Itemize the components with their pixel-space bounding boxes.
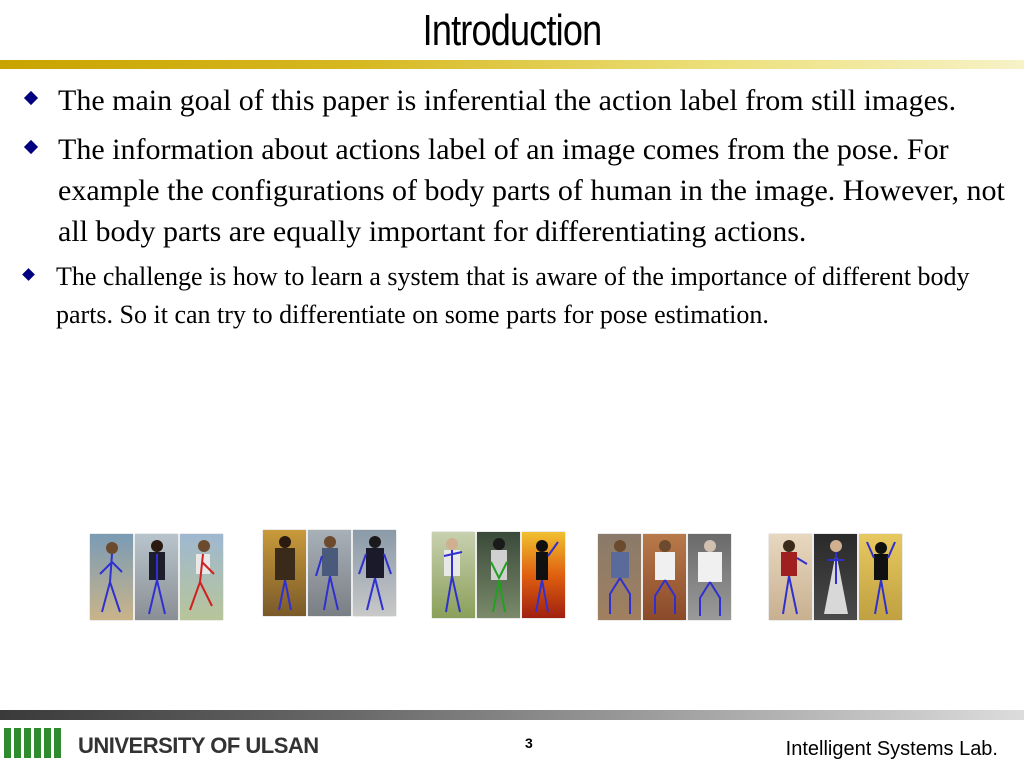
image-group-golf: [432, 532, 565, 618]
lab-name: Intelligent Systems Lab.: [785, 738, 998, 760]
pose-image: [688, 534, 731, 620]
image-group-sitting: [598, 534, 731, 620]
pose-image: [353, 530, 396, 616]
pose-image: [598, 534, 641, 620]
pose-image: [180, 534, 223, 620]
pose-image: [90, 534, 133, 620]
pose-image: [814, 534, 857, 620]
bullet-list: [18, 80, 1008, 334]
image-group-running: [90, 534, 223, 620]
bullet-item-challenge: [18, 258, 1008, 334]
image-group-walking: [263, 530, 396, 616]
pose-image: [263, 530, 306, 616]
bullet-text: The main goal of this paper is inferential the action label from still images.: [58, 84, 957, 117]
pose-image: [859, 534, 902, 620]
university-logo-icon: [4, 726, 68, 758]
pose-image: [308, 530, 351, 616]
slide-title: Introduction: [422, 6, 602, 55]
diamond-bullet-icon: [22, 268, 35, 281]
title-underline: [0, 60, 1024, 69]
bullet-item-goal: [18, 80, 1008, 121]
bullet-item-pose-info: [18, 129, 1008, 252]
pose-image: [643, 534, 686, 620]
footer-divider: [0, 710, 1024, 720]
bullet-text: The information about actions label of an image comes from the pose. For example the configurations of body parts of human in the image. However, not all body parts are equally important for differentiating actions.: [58, 133, 1005, 248]
pose-image: [432, 532, 475, 618]
bullet-text: The challenge is how to learn a system that is aware of the importance of different body parts. So it can try to differentiate on some parts for pose estimation.: [56, 262, 970, 329]
university-name: UNIVERSITY OF ULSAN: [78, 733, 319, 758]
pose-image: [135, 534, 178, 620]
pose-image: [477, 532, 520, 618]
pose-image: [522, 532, 565, 618]
action-example-images: [0, 528, 1024, 623]
diamond-bullet-icon: [24, 140, 38, 154]
image-group-dancing: [769, 534, 902, 620]
pose-image: [769, 534, 812, 620]
page-number: 3: [525, 735, 533, 751]
diamond-bullet-icon: [24, 91, 38, 105]
